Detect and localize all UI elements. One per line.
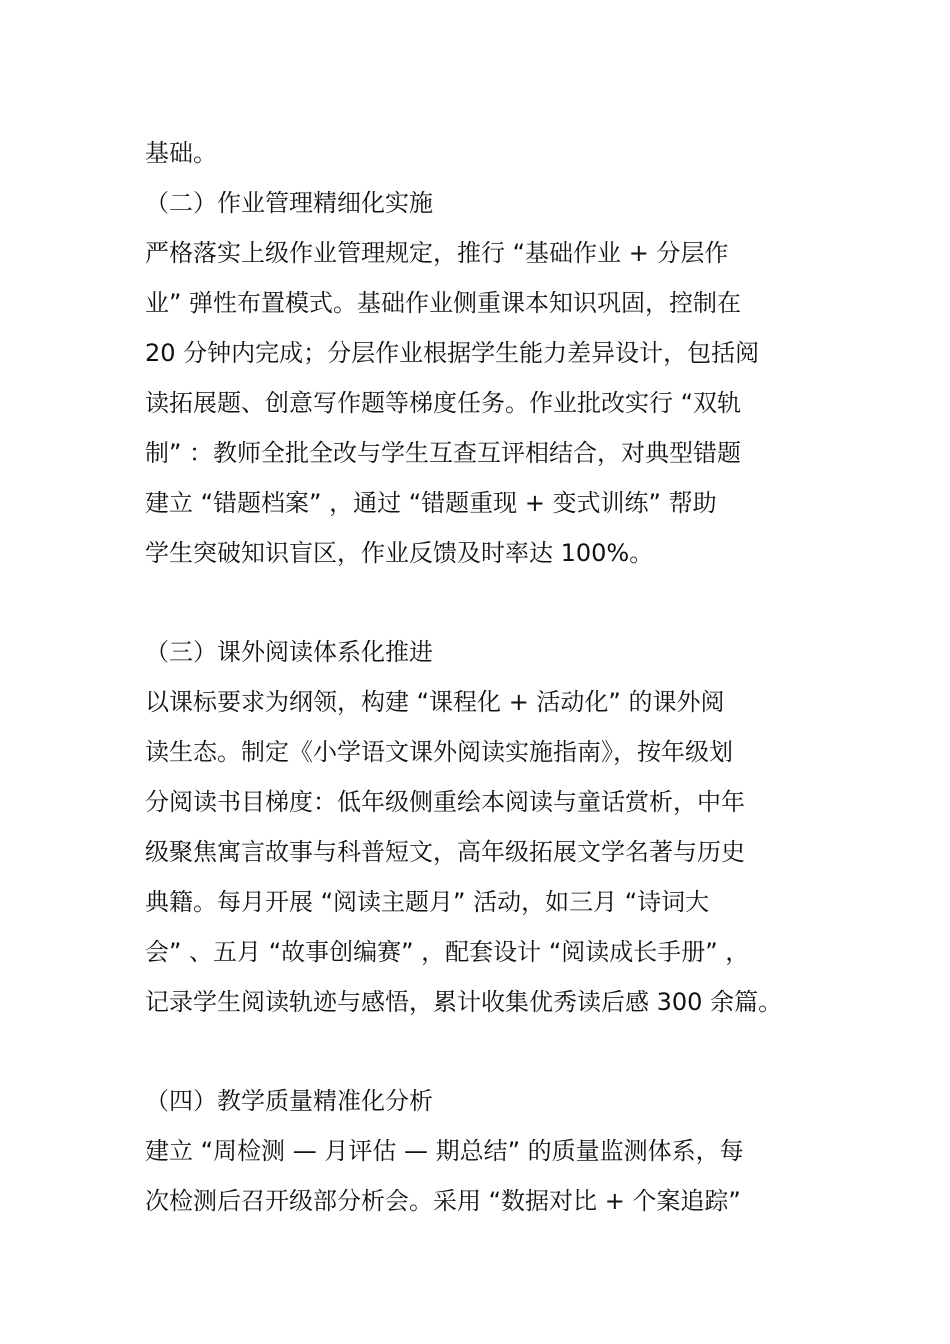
paragraph-line: 次检测后召开级部分析会。采用 “数据对比 + 个案追踪” (145, 1187, 741, 1215)
paragraph-line: 典籍。每月开展 “阅读主题月” 活动，如三月 “诗词大 (145, 888, 710, 916)
paragraph-line: 读生态。制定《小学语文课外阅读实施指南》，按年级划 (145, 738, 733, 766)
paragraph-line: 会” 、五月 “故事创编赛” ，配套设计 “阅读成长手册” ， (145, 938, 750, 966)
section-heading-3: （三）课外阅读体系化推进 (145, 638, 433, 666)
paragraph-line: 20 分钟内完成；分层作业根据学生能力差异设计，包括阅 (145, 339, 760, 367)
paragraph-line: 建立 “周检测 — 月评估 — 期总结” 的质量监测体系，每 (145, 1137, 744, 1165)
paragraph-line: 学生突破知识盲区，作业反馈及时率达 100%。 (145, 539, 654, 567)
paragraph-line: 分阅读书目梯度：低年级侧重绘本阅读与童话赏析，中年 (145, 788, 745, 816)
paragraph-line: 业” 弹性布置模式。基础作业侧重课本知识巩固，控制在 (145, 289, 742, 317)
paragraph-line: 以课标要求为纲领，构建 “课程化 + 活动化” 的课外阅 (145, 688, 725, 716)
paragraph-line: 级聚焦寓言故事与科普短文，高年级拓展文学名著与历史 (145, 838, 745, 866)
paragraph-spacer (145, 578, 825, 627)
paragraph-line: 建立 “错题档案” ，通过 “错题重现 + 变式训练” 帮助 (145, 489, 717, 517)
paragraph-line: 基础。 (145, 139, 217, 167)
section-heading-4: （四）教学质量精准化分析 (145, 1087, 433, 1115)
section-heading-2: （二）作业管理精细化实施 (145, 189, 433, 217)
paragraph-line: 记录学生阅读轨迹与感悟，累计收集优秀读后感 300 余篇。 (145, 988, 783, 1016)
paragraph-line: 严格落实上级作业管理规定，推行 “基础作业 + 分层作 (145, 239, 729, 267)
paragraph-spacer (145, 1027, 825, 1076)
paragraph-line: 读拓展题、创意写作题等梯度任务。作业批改实行 “双轨 (145, 389, 742, 417)
paragraph-line: 制” ：教师全批全改与学生互查互评相结合，对典型错题 (145, 439, 742, 467)
document-body (145, 128, 825, 1226)
